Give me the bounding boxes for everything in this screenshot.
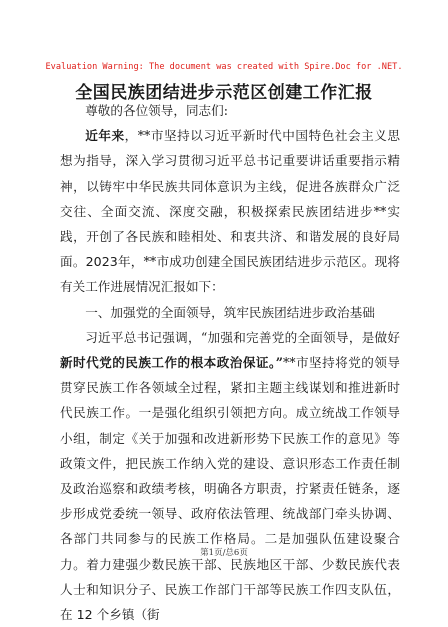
lead-text: 近年来 [85,128,125,144]
paragraph-1-text-2: 年，**市成功创建全国民族团结进步示范区。现将有关工作进展情况汇报如下： [60,254,401,295]
evaluation-warning: Evaluation Warning: The document was created with Spire.Doc for .NET. [45,62,403,72]
section-heading-1: 一、加强党的全面领导，筑牢民族团结进步政治基础 [85,304,375,320]
paragraph-1 [60,123,400,299]
paragraph-2-text-2: **市坚持将党的领导贯穿民族工作各领域全过程，紧扣主题主线谋划和推进新时代民族工作。一是强化组织引领把方向。成立统战工作领导小组，制定《关于加强和改进新形势下民族工作的意见》等政策文件，把民族工作纳入党的建设、意识形态工作责任制及政治巡察和政绩考核，明确各方职责，拧紧责任链条，逐步形成党委统一领导、政府依法管理、统战部门牵头协调、各部门共同参与的民族工作格局。二是加强队伍建设聚合力。着力建强少数民族干部、民族地区干部、少数民族代表人士和知识分子、民族工作部门干部等民族工作四支队伍，在 [60,355,400,623]
paragraph-2-text-3: 个乡镇（街 [96,607,160,623]
paragraph-2-text: 习近平总书记强调，“加强和完善党的全面领导，是做好 [85,329,400,345]
paragraph-2 [60,325,400,627]
paragraph-1-text: ，**市坚持以习近平新时代中国特色社会主义思想为指导，深入学习贯彻习近平总书记重要讲话重要指示精神，以铸牢中华民族共同体意识为主线，促进各族群众广泛交往、全面交流、深度交融，积极探索民族团结进步**实践，开创了各民族和睦相处、和衷共济、和谐发展的良好局面。 [60,128,401,270]
bold-quote: 新时代党的民族工作的根本政治保证。” [60,355,283,371]
page-footer: 第1页/总6页 [200,548,248,558]
year-number: 2023 [85,254,118,270]
count-number: 12 [76,607,93,623]
document-title: 全国民族团结进步示范区创建工作汇报 [75,83,373,103]
greeting: 尊敬的各位领导，同志们: [85,103,228,118]
